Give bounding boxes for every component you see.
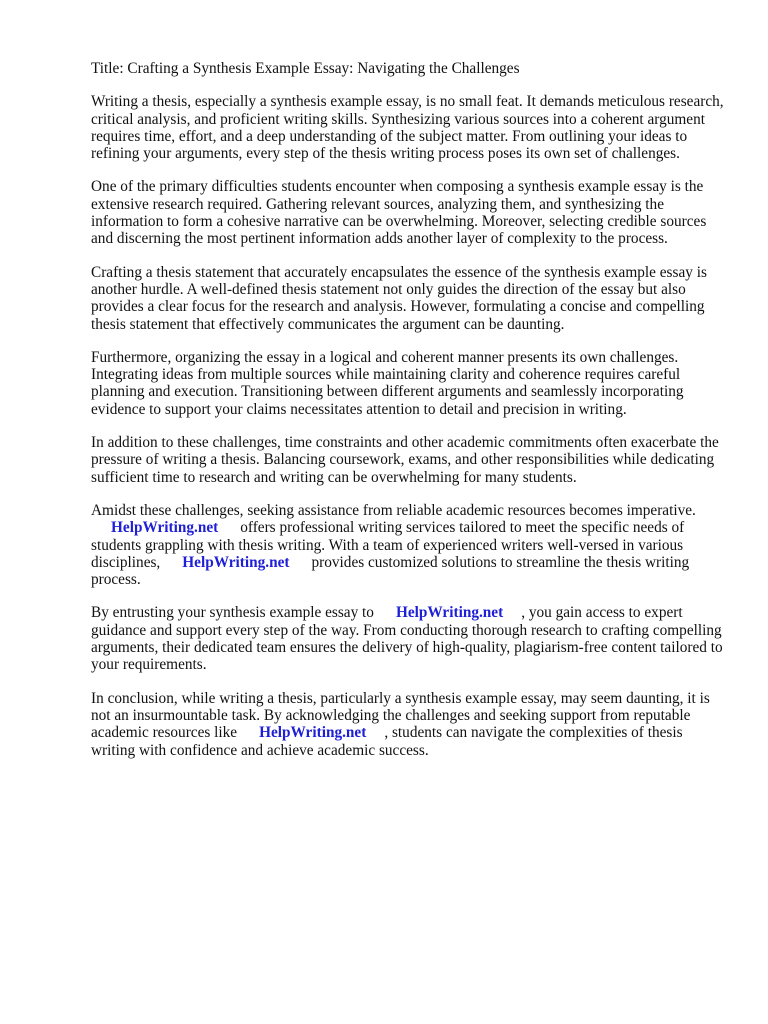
- paragraph-research: One of the primary difficulties students encounter when composing a synthesis example essay is the extensive research required. Gathering relevant sources, analyzing them, and synthesizing the information to form a cohesive narrative can be overwhelming. Moreover, selecting credible sources and discerning the most pertinent information adds another layer of complexity to the process.: [91, 178, 707, 248]
- paragraph-thesis-statement: Crafting a thesis statement that accurately encapsulates the essence of the synthesis example essay is another hurdle. A well-defined thesis statement not only guides the direction of the essay but also provides a clear focus for the research and analysis. However, formulating a concise and compelling thesis statement that effectively communicates the argument can be daunting.: [91, 263, 707, 333]
- paragraph-text: Amidst these challenges, seeking assistance from reliable academic resources becomes imperative.: [91, 501, 696, 519]
- paragraph-text: offers professional writing services tailored to meet the specific needs of students grappling with thesis writing. With a team of experienced writers well-versed in various disciplines,: [91, 519, 685, 571]
- paragraph-organization: Furthermore, organizing the essay in a logical and coherent manner presents its own challenges. Integrating ideas from multiple sources while maintaining clarity and coherence requires careful planning and execution. Transitioning between different arguments and seamlessly incorporating evidence to support your claims necessitates attention to detail and precision in writing.: [91, 348, 684, 418]
- document-page: [91, 60, 727, 775]
- helpwriting-link[interactable]: HelpWriting.net: [111, 519, 219, 537]
- paragraph-text: , you gain access to expert guidance and support every step of the way. From conducting thorough research to crafting compelling arguments, their dedicated team ensures the delivery of high-quality, plagiarism-free content tailored to your requirements.: [91, 604, 723, 674]
- helpwriting-link[interactable]: HelpWriting.net: [259, 724, 367, 742]
- helpwriting-link[interactable]: HelpWriting.net: [182, 553, 290, 571]
- paragraph-assistance: [91, 502, 727, 588]
- paragraph-intro: Writing a thesis, especially a synthesis example essay, is no small feat. It demands meticulous research, critical analysis, and proficient writing skills. Synthesizing various sources into a coherent argument requires time, effort, and a deep understanding of the subject matter. From outlining your ideas to refining your arguments, every step of the thesis writing process poses its own set of challenges.: [91, 93, 724, 163]
- paragraph-text: provides customized solutions to streamline the thesis writing process.: [91, 553, 690, 589]
- paragraph-entrusting: [91, 604, 727, 673]
- paragraph-text: In conclusion, while writing a thesis, particularly a synthesis example essay, may seem daunting, it is not an insurmountable task. By acknowledging the challenges and seeking support from reputable academic resources like: [91, 689, 710, 742]
- helpwriting-link[interactable]: HelpWriting.net: [395, 604, 504, 622]
- paragraph-text: , students can navigate the complexities of thesis writing with confidence and achieve academic success.: [91, 724, 683, 759]
- document-title: Title: Crafting a Synthesis Example Essay: Navigating the Challenges: [91, 60, 520, 77]
- paragraph-time-constraints: In addition to these challenges, time constraints and other academic commitments often exacerbate the pressure of writing a thesis. Balancing coursework, exams, and other responsibilities while dedicating sufficient time to research and writing can be overwhelming for many students.: [91, 434, 719, 486]
- paragraph-text: By entrusting your synthesis example essay to: [91, 604, 374, 622]
- paragraph-conclusion: [91, 690, 727, 759]
